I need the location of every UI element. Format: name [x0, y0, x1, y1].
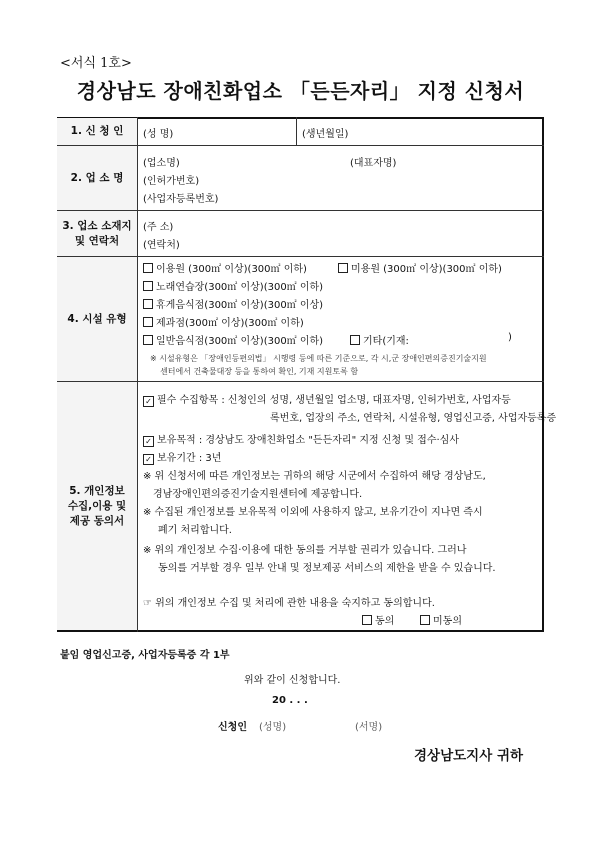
company-name-label: (업소명) [143, 158, 180, 169]
attachment-note: 붙임 영업신고증, 사업자등록증 각 1부 [60, 650, 230, 661]
checked-box-icon: ✓ [143, 454, 154, 465]
checkbox-icon[interactable] [143, 335, 153, 345]
facility-note-line2: 센터에서 건축물대장 등을 통하여 확인, 기재 지원토록 함 [160, 367, 359, 376]
notice3-line1: ※ 위의 개인정보 수집·이용에 대한 동의를 거부할 권리가 있습니다. 그러나 [143, 545, 467, 556]
other-close-paren: ) [508, 332, 512, 343]
facility-option-karaoke[interactable]: 노래연습장(300㎡ 이상)(300㎡ 이하) [143, 278, 323, 293]
permit-number-label: (인허가번호) [143, 176, 200, 187]
page-title: 경상남도 장애친화업소 「든든자리」 지정 신청서 [76, 79, 525, 103]
contact-label: (연락처) [143, 240, 180, 251]
notice3-line2: 동의를 거부할 경우 일부 안내 및 정보제공 서비스의 제한을 받을 수 있습니다. [158, 563, 496, 574]
sign-placeholder: (서명) [355, 722, 383, 733]
notice2-line1: ※ 수집된 개인정보를 보유목적 이외에 사용하지 않고, 보유기간이 지나면 즉시 [143, 507, 483, 518]
checkbox-icon[interactable] [143, 281, 153, 291]
facility-option-barber[interactable]: 이용원 (300㎡ 이상)(300㎡ 이하) [143, 260, 307, 275]
agree-option[interactable]: 동의 [362, 612, 394, 627]
facility-option-bakery[interactable]: 제과점(300㎡ 이상)(300㎡ 이하) [143, 314, 304, 329]
required-items-line1: ✓ 필수 수집항목 : 신청인의 성명, 생년월일 업소명, 대표자명, 인허가번호, 사업자등 [143, 391, 511, 407]
address-label: (주 소) [143, 222, 174, 233]
required-items-line2: 록번호, 업장의 주소, 연락처, 시설유형, 영업신고증, 사업자등록증 [270, 413, 557, 424]
notice1-line2: 경남장애인편의증진기술지원센터에 제공합니다. [153, 489, 363, 500]
notice2-line2: 폐기 처리합니다. [158, 525, 232, 536]
name-placeholder: (성명) [259, 722, 287, 733]
facility-option-restaurant[interactable]: 일반음식점(300㎡ 이상)(300㎡ 이하) [143, 332, 323, 347]
checkbox-icon[interactable] [350, 335, 360, 345]
business-registration-label: (사업자등록번호) [143, 194, 219, 205]
divider [137, 117, 138, 632]
checked-box-icon: ✓ [143, 396, 154, 407]
checked-box-icon: ✓ [143, 436, 154, 447]
facility-option-cafe[interactable]: 휴게음식점(300㎡ 이상)(300㎡ 이상) [143, 296, 323, 311]
checkbox-icon[interactable] [362, 615, 372, 625]
header-business-name: 2. 업 소 명 [57, 146, 137, 210]
applicant-sign-label: 신청인 [218, 722, 247, 733]
birthdate-field-label: (생년월일) [302, 129, 349, 140]
checkbox-icon[interactable] [338, 263, 348, 273]
divider [296, 117, 297, 145]
checkbox-icon[interactable] [143, 317, 153, 327]
header-privacy-consent: 5. 개인정보 수집,이용 및 제공 동의서 [57, 382, 137, 630]
checkbox-icon[interactable] [143, 263, 153, 273]
checkbox-icon[interactable] [143, 299, 153, 309]
facility-option-other[interactable]: 기타(기재: [350, 332, 409, 347]
header-facility-type: 4. 시설 유형 [57, 257, 137, 381]
name-field-label: (성 명) [143, 129, 174, 140]
header-location: 3. 업소 소재지 및 연락처 [57, 211, 137, 256]
retention-purpose: ✓ 보유목적 : 경상남도 장애친화업소 "든든자리" 지정 신청 및 접수·심사 [143, 431, 459, 447]
checkbox-icon[interactable] [420, 615, 430, 625]
facility-option-beauty-salon[interactable]: 미용원 (300㎡ 이상)(300㎡ 이하) [338, 260, 502, 275]
consent-statement: ☞ 위의 개인정보 수집 및 처리에 관한 내용을 숙지하고 동의합니다. [143, 598, 435, 609]
facility-note-line1: ※ 시설유형은 「장애인등편의법」 시행령 등에 따른 기준으로, 각 시,군 장애인편의증진기술지원 [150, 354, 487, 363]
representative-label: (대표자명) [350, 158, 397, 169]
apply-statement: 위와 같이 신청합니다. [244, 675, 341, 686]
notice1-line1: ※ 위 신청서에 따른 개인정보는 귀하의 해당 시군에서 수집하여 해당 경상남도, [143, 471, 486, 482]
form-number: <서식 1호> [60, 56, 132, 71]
date-line: 20 . . . [272, 695, 308, 706]
recipient: 경상남도지사 귀하 [414, 748, 524, 764]
retention-period: ✓ 보유기간 : 3년 [143, 449, 221, 465]
header-applicant: 1. 신 청 인 [57, 118, 137, 145]
disagree-option[interactable]: 미동의 [420, 612, 462, 627]
